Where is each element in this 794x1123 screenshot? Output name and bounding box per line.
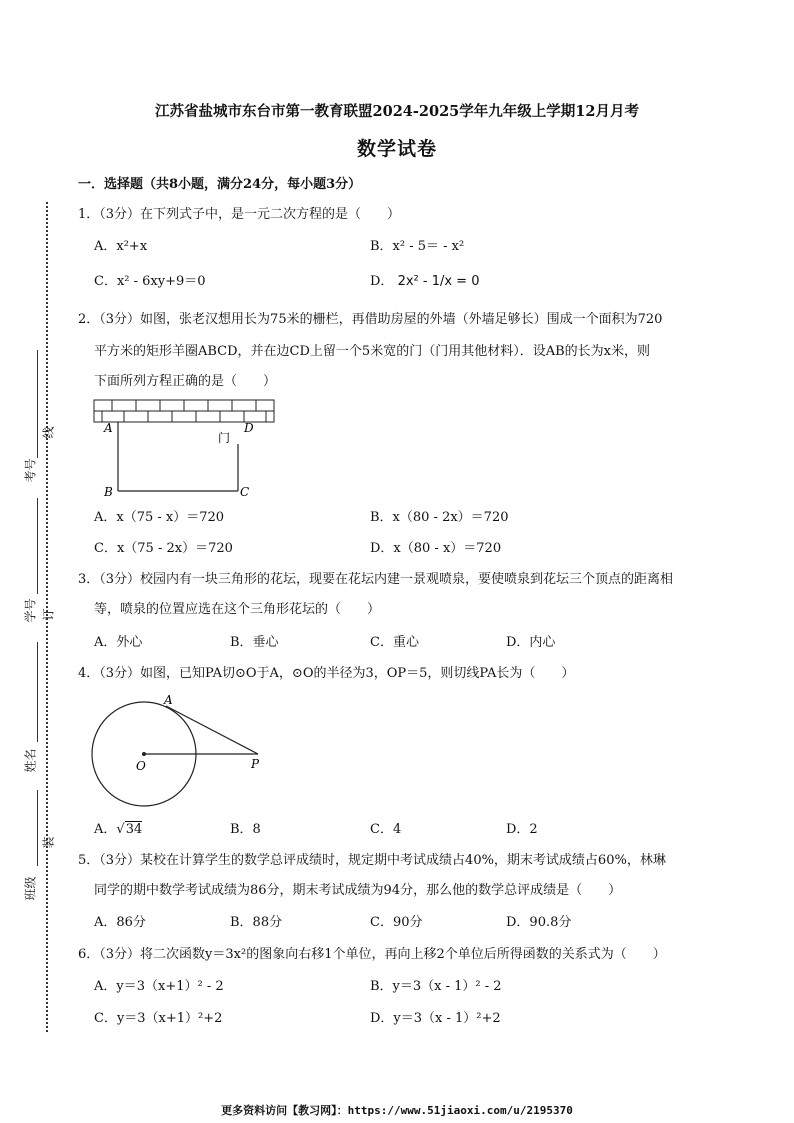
footer-link[interactable]: 更多资料访问【教习网】：https://www.51jiaoxi.com/u/2195370 xyxy=(221,1104,573,1117)
q5-stem-line2: 同学的期中数学考试成绩为86分，期末考试成绩为94分，那么他的数学总评成绩是（ ） xyxy=(94,883,622,898)
q5-option-b: B．88分 xyxy=(230,915,283,930)
q6-option-a: A．y＝3（x+1）² - 2 xyxy=(94,979,224,994)
q6-option-b: B．y＝3（x - 1）² - 2 xyxy=(370,979,502,994)
q6-option-c: C．y＝3（x+1）²+2 xyxy=(94,1011,223,1026)
q3-stem-line2: 等，喷泉的位置应选在这个三角形花坛的（ ） xyxy=(94,602,381,617)
q5-option-a: A．86分 xyxy=(94,915,146,930)
q6-stem: 6．（3分）将二次函数y＝3x²的图象向右移1个单位，再向上移2个单位后所得函数的关系式为（ ） xyxy=(78,947,666,962)
section-heading: 一．选择题（共8小题，满分24分，每小题3分） xyxy=(78,177,362,192)
q2-label-d: D xyxy=(244,421,254,435)
q5-option-c: C．90分 xyxy=(370,915,423,930)
q4-option-c: C．4 xyxy=(370,822,402,837)
q1-option-c: C．x² - 6xy+9＝0 xyxy=(94,274,206,289)
banji-rule xyxy=(37,790,38,866)
q2-label-a: A xyxy=(104,421,113,435)
q4-option-a xyxy=(94,821,142,839)
banji-label: 班级 xyxy=(23,876,38,901)
zhuang-mark: 装 xyxy=(41,836,56,849)
q1-option-a: A．x²+x xyxy=(94,239,148,254)
ding-mark: 订 xyxy=(41,608,56,621)
q4-option-a-prefix: A． xyxy=(94,822,117,837)
tangent-pa xyxy=(166,706,258,754)
q3-option-c: C．重心 xyxy=(370,635,419,650)
q5-stem-line1: 5．（3分）某校在计算学生的数学总评成绩时，规定期中考试成绩占40%，期末考试成绩占60%，林琳 xyxy=(78,853,666,868)
brick-wall xyxy=(94,400,274,422)
q2-stem-line2: 平方米的矩形羊圈ABCD，并在边CD上留一个5米宽的门（门用其他材料）．设AB的长为x米，则 xyxy=(94,344,650,359)
q3-option-d: D．内心 xyxy=(506,635,556,650)
kaohao-label: 考号 xyxy=(23,458,38,483)
q4-option-d: D．2 xyxy=(506,822,538,837)
q4-option-b: B．8 xyxy=(230,822,261,837)
kaohao-rule xyxy=(37,350,38,458)
xuehao-rule xyxy=(37,498,38,594)
xingming-label: 姓名 xyxy=(23,748,38,773)
q2-option-a: A．x（75 - x）＝720 xyxy=(94,510,225,525)
q4-label-p: P xyxy=(251,757,260,771)
q4-option-a-radicand: 34 xyxy=(125,822,143,837)
q2-stem-line1: 2．（3分）如图，张老汉想用长为75米的栅栏，再借助房屋的外墙（外墙足够长）围成一个面积为720 xyxy=(78,312,663,327)
q3-option-b: B．垂心 xyxy=(230,635,279,650)
q2-stem-line3: 下面所列方程正确的是（ ） xyxy=(94,374,277,389)
q1-option-d xyxy=(370,273,479,291)
q2-option-c: C．x（75 - 2x）＝720 xyxy=(94,541,233,556)
q2-option-b: B．x（80 - 2x）＝720 xyxy=(370,510,509,525)
q2-label-c: C xyxy=(240,485,250,499)
q2-label-door: 门 xyxy=(218,431,231,445)
exam-title: 江苏省盐城市东台市第一教育联盟2024-2025学年九年级上学期12月月考 xyxy=(155,103,639,120)
sqrt-icon: √ xyxy=(116,822,125,837)
q1-option-d-prefix: D． xyxy=(370,274,394,289)
q1-option-d-formula: 2x² - 1/x = 0 xyxy=(397,274,480,289)
xuehao-label: 学号 xyxy=(23,598,38,623)
q5-option-d: D．90.8分 xyxy=(506,915,572,930)
q3-stem-line1: 3．（3分）校园内有一块三角形的花坛，现要在花坛内建一景观喷泉，要使喷泉到花坛三个顶点的距离相 xyxy=(78,572,674,587)
q2-option-d: D．x（80 - x）＝720 xyxy=(370,541,502,556)
exam-subtitle: 数学试卷 xyxy=(356,138,437,160)
q1-option-b: B．x² - 5＝ - x² xyxy=(370,239,465,254)
center-point xyxy=(142,752,146,756)
q4-label-a: A xyxy=(164,693,173,707)
xian-mark: 线 xyxy=(41,426,56,439)
q6-option-d: D．y＝3（x - 1）²+2 xyxy=(370,1011,501,1026)
q4-figure xyxy=(88,692,274,816)
q2-label-b: B xyxy=(104,485,113,499)
q4-stem: 4．（3分）如图，已知PA切⊙O于A，⊙O的半径为3，OP＝5，则切线PA长为（ ） xyxy=(78,666,575,681)
xingming-rule xyxy=(37,642,38,742)
q4-label-o: O xyxy=(136,759,146,773)
q2-figure xyxy=(90,396,290,500)
q1-stem: 1．（3分）在下列式子中，是一元二次方程的是（ ） xyxy=(78,207,401,222)
q3-option-a: A．外心 xyxy=(94,635,143,650)
